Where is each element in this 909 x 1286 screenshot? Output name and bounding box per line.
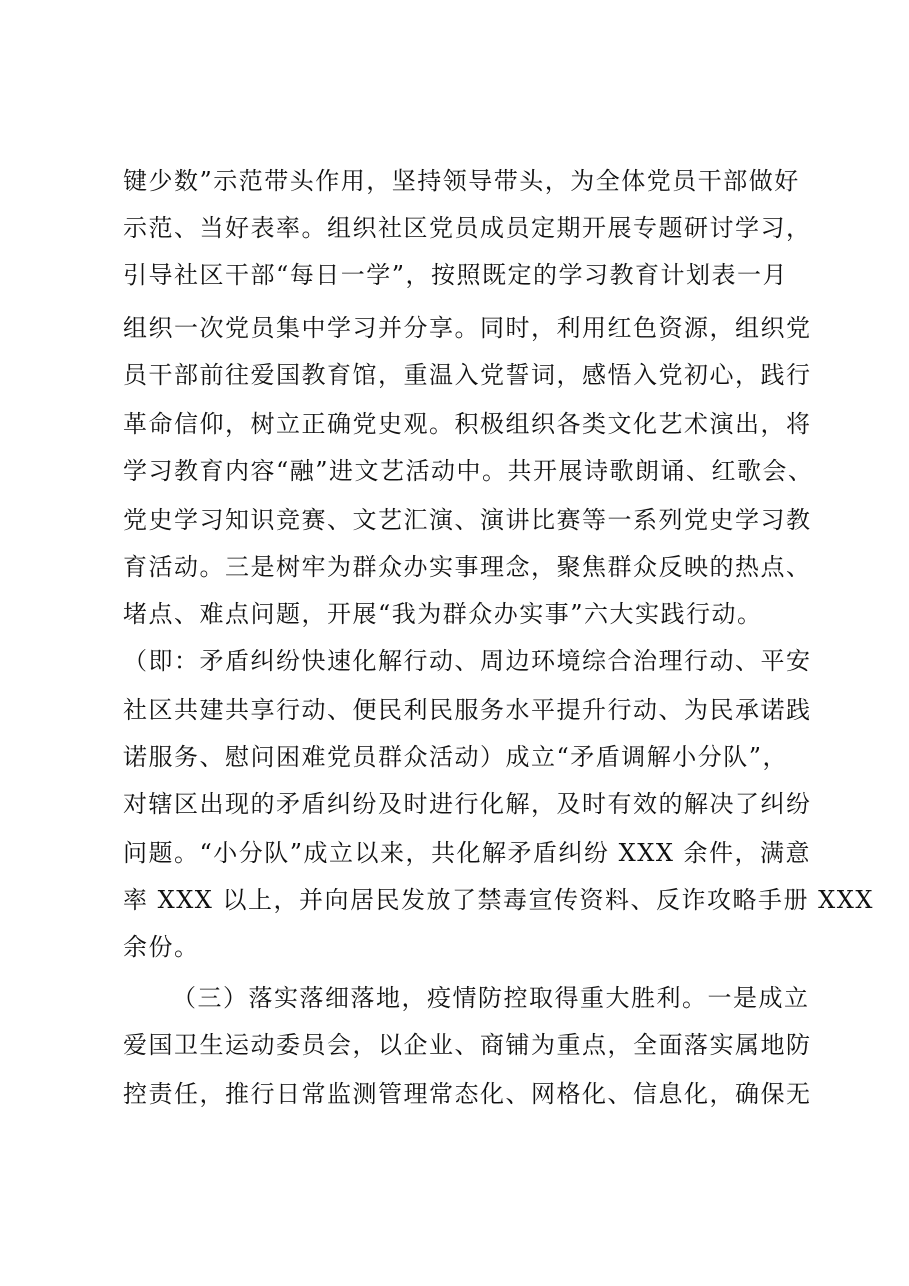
- text-line: 余份。: [123, 933, 200, 961]
- text-line: 革命信仰，树立正确党史观。积极组织各类文化艺术演出，将: [123, 410, 812, 438]
- text-line: 诺服务、慰问困难党员群众活动）成立“矛盾调解小分队”，: [123, 743, 789, 771]
- text-line: 控责任，推行日常监测管理常态化、网格化、信息化，确保无: [123, 1080, 812, 1108]
- text-line: 问题。“小分队”成立以来，共化解矛盾纠纷 XXX 余件，满意: [123, 839, 812, 867]
- text-line: 学习教育内容“融”进文艺活动中。共开展诗歌朗诵、红歌会、: [123, 457, 814, 485]
- section-heading-line: （三）落实落细落地，疫情防控取得重大胜利。一是成立: [172, 984, 810, 1012]
- text-line: 组织一次党员集中学习并分享。同时，利用红色资源，组织党: [123, 314, 812, 342]
- text-line: 键少数”示范带头作用，坚持领导带头，为全体党员干部做好: [123, 167, 800, 195]
- text-line: 党史学习知识竞赛、文艺汇演、演讲比赛等一系列党史学习教: [123, 506, 812, 534]
- text-line: 对辖区出现的矛盾纠纷及时进行化解，及时有效的解决了纠纷: [123, 790, 812, 818]
- text-line: 引导社区干部“每日一学”，按照既定的学习教育计划表一月: [123, 261, 789, 289]
- text-line: （即：矛盾纠纷快速化解行动、周边环境综合治理行动、平安: [123, 647, 812, 675]
- text-line: 堵点、难点问题，开展“我为群众办实事”六大实践行动。: [123, 600, 763, 628]
- text-line: 育活动。三是树牢为群众办实事理念，聚焦群众反映的热点、: [123, 553, 812, 581]
- text-line: 社区共建共享行动、便民利民服务水平提升行动、为民承诺践: [123, 696, 812, 724]
- text-line: 率 XXX 以上，并向居民发放了禁毒宣传资料、反诈攻略手册 XXX: [123, 886, 874, 914]
- text-line: 示范、当好表率。组织社区党员成员定期开展专题研讨学习，: [123, 214, 812, 242]
- text-line: 员干部前往爱国教育馆，重温入党誓词，感悟入党初心，践行: [123, 361, 812, 389]
- text-line: 爱国卫生运动委员会，以企业、商铺为重点，全面落实属地防: [123, 1031, 812, 1059]
